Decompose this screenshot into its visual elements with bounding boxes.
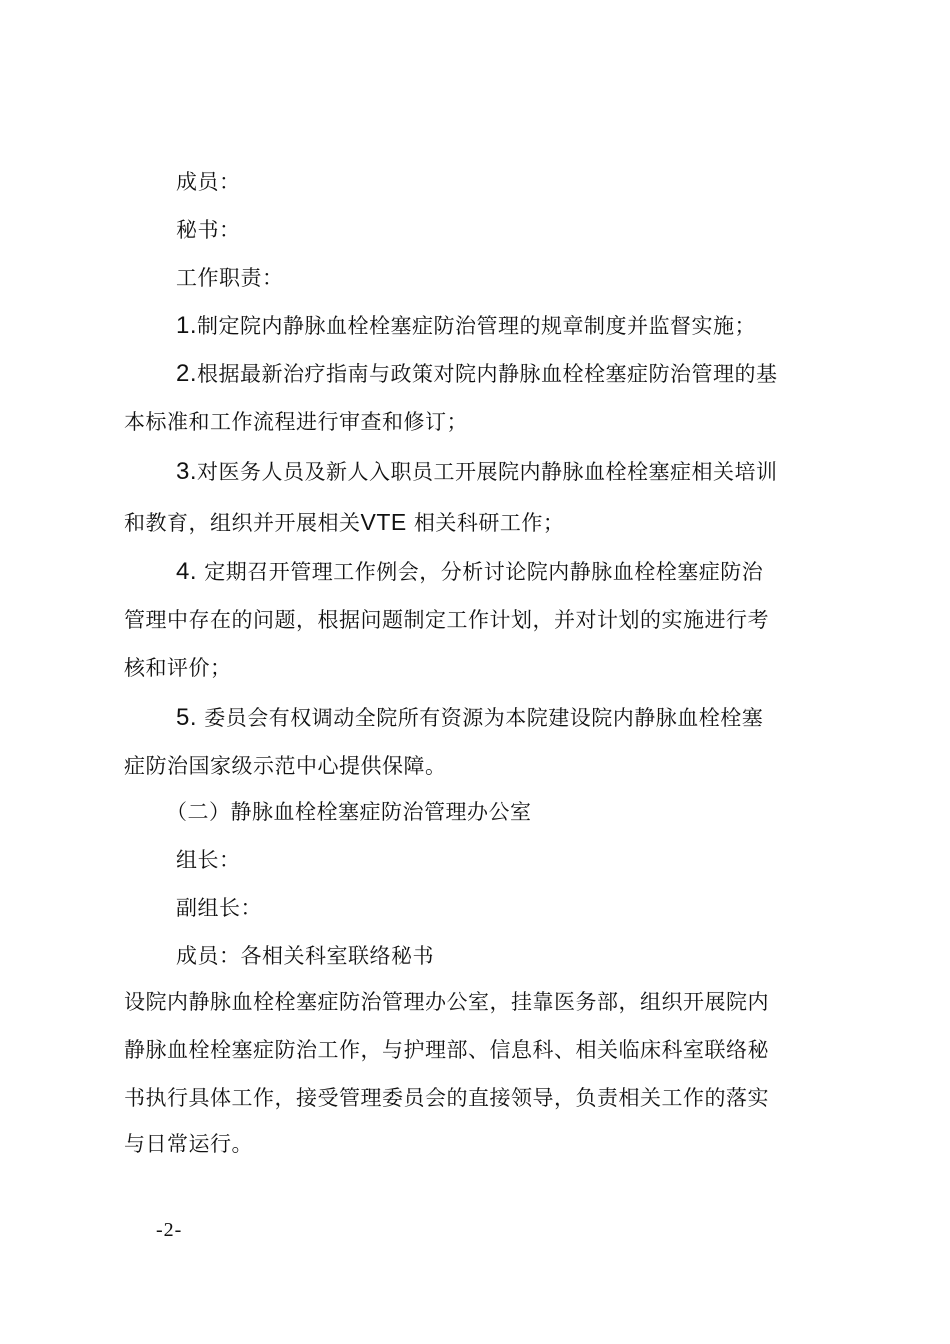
leader-label: 组长：	[176, 848, 241, 872]
duty-item-5	[176, 703, 763, 733]
duty-item-5-number: 5.	[176, 704, 198, 731]
duty-item-2	[176, 359, 778, 389]
duty-item-1	[176, 311, 756, 341]
vte-abbreviation: VTE	[360, 509, 407, 535]
office-members-label: 成员：各相关科室联络秘书	[176, 944, 434, 968]
duty-item-4	[176, 557, 763, 587]
duty-item-3-continuation	[124, 507, 564, 538]
duty-item-4-text: 定期召开管理工作例会，分析讨论院内静脉血栓栓塞症防治	[204, 560, 764, 584]
duty-item-1-text: 制定院内静脉血栓栓塞症防治管理的规章制度并监督实施；	[197, 314, 757, 338]
duty-item-5-continuation: 症防治国家级示范中心提供保障。	[124, 754, 447, 778]
duty-item-4-continuation-1: 管理中存在的问题，根据问题制定工作计划，并对计划的实施进行考	[124, 608, 769, 632]
secretary-label: 秘书：	[176, 218, 241, 242]
duty-item-3-text: 对医务人员及新人入职员工开展院内静脉血栓栓塞症相关培训	[197, 460, 778, 484]
duty-item-3	[176, 457, 778, 487]
duty-item-3-continuation-b: 相关科研工作；	[413, 511, 565, 535]
duty-item-2-continuation: 本标准和工作流程进行审查和修订；	[124, 410, 468, 434]
duty-item-2-text: 根据最新治疗指南与政策对院内静脉血栓栓塞症防治管理的基	[197, 362, 778, 386]
duties-title: 工作职责：	[176, 266, 284, 290]
duty-item-2-number: 2.	[176, 360, 198, 387]
duty-item-4-number: 4.	[176, 558, 198, 585]
members-label: 成员：	[176, 170, 241, 194]
office-paragraph-line-4: 与日常运行。	[124, 1132, 253, 1156]
duty-item-4-continuation-2: 核和评价；	[124, 656, 232, 680]
page-number: -2-	[156, 1219, 183, 1241]
duty-item-3-continuation-a: 和教育，组织并开展相关	[124, 511, 361, 535]
duty-item-5-text: 委员会有权调动全院所有资源为本院建设院内静脉血栓栓塞	[204, 706, 764, 730]
section-2-heading: （二）静脉血栓栓塞症防治管理办公室	[166, 800, 532, 824]
vice-leader-label: 副组长：	[176, 896, 262, 920]
duty-item-1-number: 1.	[176, 312, 198, 339]
duty-item-3-number: 3.	[176, 458, 198, 485]
office-paragraph-line-2: 静脉血栓栓塞症防治工作，与护理部、信息科、相关临床科室联络秘	[124, 1038, 769, 1062]
office-paragraph-line-1: 设院内静脉血栓栓塞症防治管理办公室，挂靠医务部，组织开展院内	[124, 990, 769, 1014]
office-paragraph-line-3: 书执行具体工作，接受管理委员会的直接领导，负责相关工作的落实	[124, 1086, 769, 1110]
